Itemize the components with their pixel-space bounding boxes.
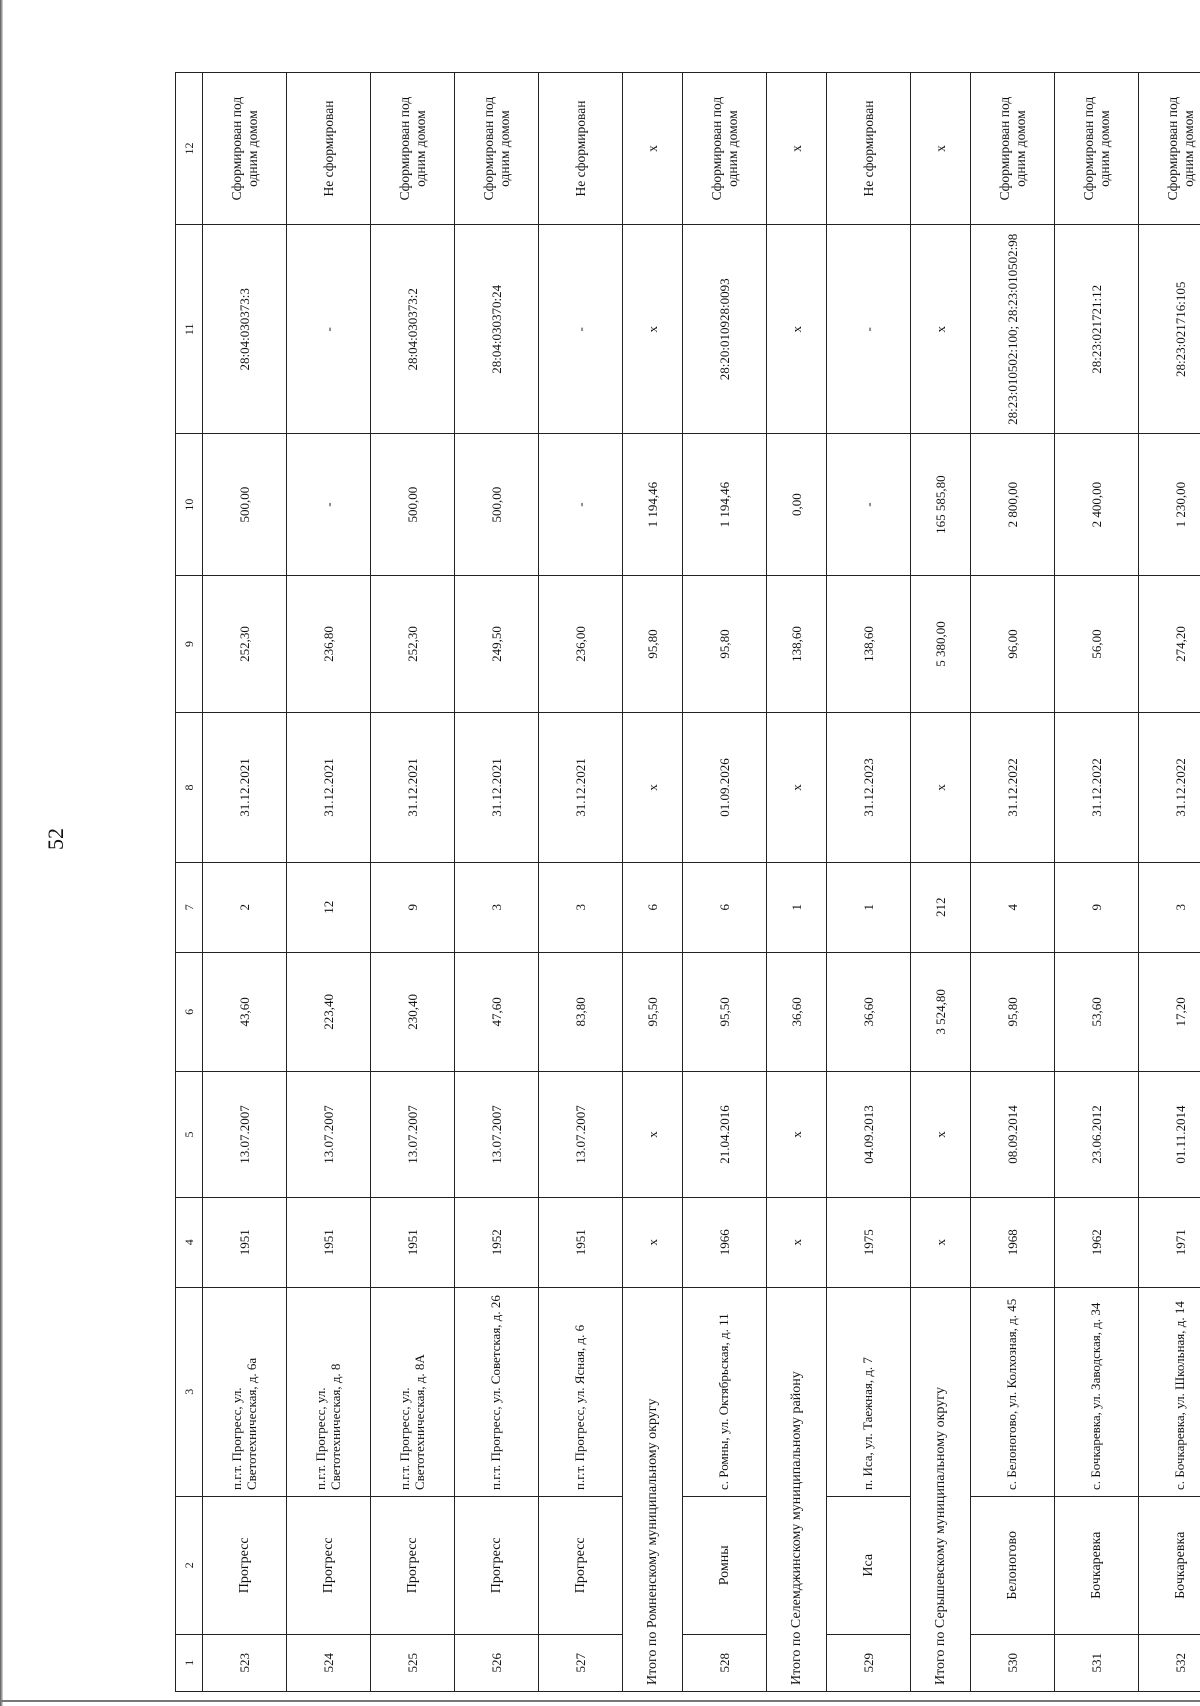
row-number: 523 xyxy=(203,1634,287,1691)
planned-date: 31.12.2022 xyxy=(1055,713,1139,863)
build-year: х xyxy=(623,1197,683,1287)
total-row xyxy=(767,73,827,1692)
land-status: Не сформирован xyxy=(287,73,371,225)
total-area: 252,30 xyxy=(203,575,287,713)
land-status: Сформирован под одним домом xyxy=(971,73,1055,225)
cost: 500,00 xyxy=(455,434,539,575)
total-area: 56,00 xyxy=(1055,575,1139,713)
column-number-2: 2 xyxy=(176,1496,203,1634)
land-status: Сформирован под одним домом xyxy=(1139,73,1200,225)
locality: Ромны xyxy=(683,1496,767,1634)
table-row xyxy=(1055,73,1139,1692)
area: 17,20 xyxy=(1139,952,1200,1072)
total-area: 95,80 xyxy=(623,575,683,713)
recognition-date: х xyxy=(767,1072,827,1198)
area: 83,80 xyxy=(539,952,623,1072)
cost: 500,00 xyxy=(203,434,287,575)
planned-date: 01.09.2026 xyxy=(683,713,767,863)
planned-date: 31.12.2023 xyxy=(827,713,911,863)
column-number-8: 8 xyxy=(176,713,203,863)
residents: 1 xyxy=(827,862,911,952)
total-area: 274,20 xyxy=(1139,575,1200,713)
land-status: Не сформирован xyxy=(827,73,911,225)
row-number: 528 xyxy=(683,1634,767,1691)
build-year: 1951 xyxy=(287,1197,371,1287)
scan-edge-bottom xyxy=(0,1700,1200,1702)
housing-table-container xyxy=(175,72,1195,1692)
locality: Бочкаревка xyxy=(1139,1496,1200,1634)
area: 230,40 xyxy=(371,952,455,1072)
area: 223,40 xyxy=(287,952,371,1072)
total-area: 138,60 xyxy=(827,575,911,713)
area: 43,60 xyxy=(203,952,287,1072)
address: п.г.т. Прогресс, ул. Ясная, д. 6 xyxy=(539,1287,623,1496)
residents: 1 xyxy=(767,862,827,952)
land-status: х xyxy=(767,73,827,225)
address: с. Ромны, ул. Октябрьская, д. 11 xyxy=(683,1287,767,1496)
total-label: Итого по Селемджинскому муниципальному району xyxy=(767,1287,827,1691)
total-area: 5 380,00 xyxy=(911,575,971,713)
recognition-date: 23.06.2012 xyxy=(1055,1072,1139,1198)
land-status: х xyxy=(623,73,683,225)
address: с. Белоногово, ул. Колхозная, д. 45 xyxy=(971,1287,1055,1496)
cost: - xyxy=(287,434,371,575)
locality: Белоногово xyxy=(971,1496,1055,1634)
residents: 12 xyxy=(287,862,371,952)
row-number: 531 xyxy=(1055,1634,1139,1691)
planned-date: х xyxy=(911,713,971,863)
row-number: 532 xyxy=(1139,1634,1200,1691)
area: 95,50 xyxy=(623,952,683,1072)
column-number-3: 3 xyxy=(176,1287,203,1496)
table-row xyxy=(455,73,539,1692)
cost: 2 400,00 xyxy=(1055,434,1139,575)
cadastral-number: 28:20:010928:0093 xyxy=(683,225,767,434)
locality: Бочкаревка xyxy=(1055,1496,1139,1634)
build-year: 1951 xyxy=(371,1197,455,1287)
cost: 1 194,46 xyxy=(683,434,767,575)
address: п. Иса, ул. Таежная, д. 7 xyxy=(827,1287,911,1496)
area: 95,80 xyxy=(971,952,1055,1072)
area: 3 524,80 xyxy=(911,952,971,1072)
total-row xyxy=(911,73,971,1692)
page-number: 52 xyxy=(43,828,68,850)
address: п.г.т. Прогресс, ул. Светотехническая, д. 8А xyxy=(371,1287,455,1496)
residents: 9 xyxy=(1055,862,1139,952)
row-number: 527 xyxy=(539,1634,623,1691)
cost: 0,00 xyxy=(767,434,827,575)
cost: - xyxy=(539,434,623,575)
column-number-row xyxy=(176,73,203,1692)
column-number-4: 4 xyxy=(176,1197,203,1287)
build-year: х xyxy=(767,1197,827,1287)
cadastral-number: 28:23:010502:100; 28:23:010502:98 xyxy=(971,225,1055,434)
column-number-6: 6 xyxy=(176,952,203,1072)
build-year: 1962 xyxy=(1055,1197,1139,1287)
total-row xyxy=(623,73,683,1692)
recognition-date: 13.07.2007 xyxy=(455,1072,539,1198)
total-area: 249,50 xyxy=(455,575,539,713)
residents: 6 xyxy=(683,862,767,952)
recognition-date: 13.07.2007 xyxy=(203,1072,287,1198)
planned-date: 31.12.2022 xyxy=(1139,713,1200,863)
build-year: 1975 xyxy=(827,1197,911,1287)
cadastral-number: 28:04:030373:3 xyxy=(203,225,287,434)
total-label: Итого по Серышевскому муниципальному округу xyxy=(911,1287,971,1691)
residents: 3 xyxy=(539,862,623,952)
row-number: 525 xyxy=(371,1634,455,1691)
recognition-date: х xyxy=(911,1072,971,1198)
area: 95,50 xyxy=(683,952,767,1072)
residents: 3 xyxy=(455,862,539,952)
area: 36,60 xyxy=(827,952,911,1072)
land-status: Не сформирован xyxy=(539,73,623,225)
locality: Прогресс xyxy=(455,1496,539,1634)
cadastral-number: 28:04:030370:24 xyxy=(455,225,539,434)
residents: 2 xyxy=(203,862,287,952)
total-area: 252,30 xyxy=(371,575,455,713)
planned-date: 31.12.2021 xyxy=(455,713,539,863)
planned-date: х xyxy=(767,713,827,863)
cost: 2 800,00 xyxy=(971,434,1055,575)
locality: Прогресс xyxy=(203,1496,287,1634)
total-label: Итого по Ромненскому муниципальному округу xyxy=(623,1287,683,1691)
recognition-date: х xyxy=(623,1072,683,1198)
column-number-12: 12 xyxy=(176,73,203,225)
table-row xyxy=(971,73,1055,1692)
recognition-date: 04.09.2013 xyxy=(827,1072,911,1198)
build-year: 1971 xyxy=(1139,1197,1200,1287)
cost: 500,00 xyxy=(371,434,455,575)
land-status: Сформирован под одним домом xyxy=(455,73,539,225)
address: п.г.т. Прогресс, ул. Светотехническая, д. 6а xyxy=(203,1287,287,1496)
address: п.г.т. Прогресс, ул. Светотехническая, д. 8 xyxy=(287,1287,371,1496)
total-area: 95,80 xyxy=(683,575,767,713)
recognition-date: 13.07.2007 xyxy=(287,1072,371,1198)
column-number-11: 11 xyxy=(176,225,203,434)
planned-date: 31.12.2021 xyxy=(539,713,623,863)
planned-date: 31.12.2022 xyxy=(971,713,1055,863)
cost: - xyxy=(827,434,911,575)
table-body xyxy=(203,73,1200,1692)
column-number-9: 9 xyxy=(176,575,203,713)
table-row xyxy=(539,73,623,1692)
build-year: х xyxy=(911,1197,971,1287)
cost: 1 230,00 xyxy=(1139,434,1200,575)
cadastral-number: - xyxy=(827,225,911,434)
recognition-date: 01.11.2014 xyxy=(1139,1072,1200,1198)
scan-edge xyxy=(0,0,3,1706)
recognition-date: 13.07.2007 xyxy=(371,1072,455,1198)
address: п.г.т. Прогресс, ул. Советская, д. 26 xyxy=(455,1287,539,1496)
row-number: 529 xyxy=(827,1634,911,1691)
locality: Иса xyxy=(827,1496,911,1634)
locality: Прогресс xyxy=(371,1496,455,1634)
locality: Прогресс xyxy=(287,1496,371,1634)
row-number: 526 xyxy=(455,1634,539,1691)
area: 47,60 xyxy=(455,952,539,1072)
build-year: 1966 xyxy=(683,1197,767,1287)
build-year: 1951 xyxy=(539,1197,623,1287)
table-row xyxy=(827,73,911,1692)
table-row xyxy=(203,73,287,1692)
recognition-date: 13.07.2007 xyxy=(539,1072,623,1198)
cadastral-number: - xyxy=(287,225,371,434)
build-year: 1968 xyxy=(971,1197,1055,1287)
address: с. Бочкаревка, ул. Заводская, д. 34 xyxy=(1055,1287,1139,1496)
residents: 3 xyxy=(1139,862,1200,952)
area: 53,60 xyxy=(1055,952,1139,1072)
area: 36,60 xyxy=(767,952,827,1072)
cadastral-number: 28:23:021721:12 xyxy=(1055,225,1139,434)
locality: Прогресс xyxy=(539,1496,623,1634)
cadastral-number: х xyxy=(767,225,827,434)
cadastral-number: х xyxy=(623,225,683,434)
residents: 4 xyxy=(971,862,1055,952)
column-number-10: 10 xyxy=(176,434,203,575)
residents: 212 xyxy=(911,862,971,952)
total-area: 236,00 xyxy=(539,575,623,713)
table-row xyxy=(371,73,455,1692)
total-area: 96,00 xyxy=(971,575,1055,713)
land-status: Сформирован под одним домом xyxy=(1055,73,1139,225)
build-year: 1952 xyxy=(455,1197,539,1287)
cadastral-number: 28:23:021716:105 xyxy=(1139,225,1200,434)
total-area: 138,60 xyxy=(767,575,827,713)
planned-date: 31.12.2021 xyxy=(287,713,371,863)
residents: 6 xyxy=(623,862,683,952)
cadastral-number: х xyxy=(911,225,971,434)
table-row xyxy=(1139,73,1200,1692)
build-year: 1951 xyxy=(203,1197,287,1287)
cadastral-number: 28:04:030373:2 xyxy=(371,225,455,434)
planned-date: х xyxy=(623,713,683,863)
recognition-date: 08.09.2014 xyxy=(971,1072,1055,1198)
planned-date: 31.12.2021 xyxy=(371,713,455,863)
land-status: Сформирован под одним домом xyxy=(203,73,287,225)
table-row xyxy=(287,73,371,1692)
row-number: 530 xyxy=(971,1634,1055,1691)
land-status: х xyxy=(911,73,971,225)
column-number-5: 5 xyxy=(176,1072,203,1198)
column-number-7: 7 xyxy=(176,862,203,952)
residents: 9 xyxy=(371,862,455,952)
land-status: Сформирован под одним домом xyxy=(683,73,767,225)
cost: 165 585,80 xyxy=(911,434,971,575)
land-status: Сформирован под одним домом xyxy=(371,73,455,225)
column-number-1: 1 xyxy=(176,1634,203,1691)
cost: 1 194,46 xyxy=(623,434,683,575)
recognition-date: 21.04.2016 xyxy=(683,1072,767,1198)
table-row xyxy=(683,73,767,1692)
housing-table xyxy=(175,72,1200,1692)
address: с. Бочкаревка, ул. Школьная, д. 14 xyxy=(1139,1287,1200,1496)
row-number: 524 xyxy=(287,1634,371,1691)
planned-date: 31.12.2021 xyxy=(203,713,287,863)
total-area: 236,80 xyxy=(287,575,371,713)
cadastral-number: - xyxy=(539,225,623,434)
